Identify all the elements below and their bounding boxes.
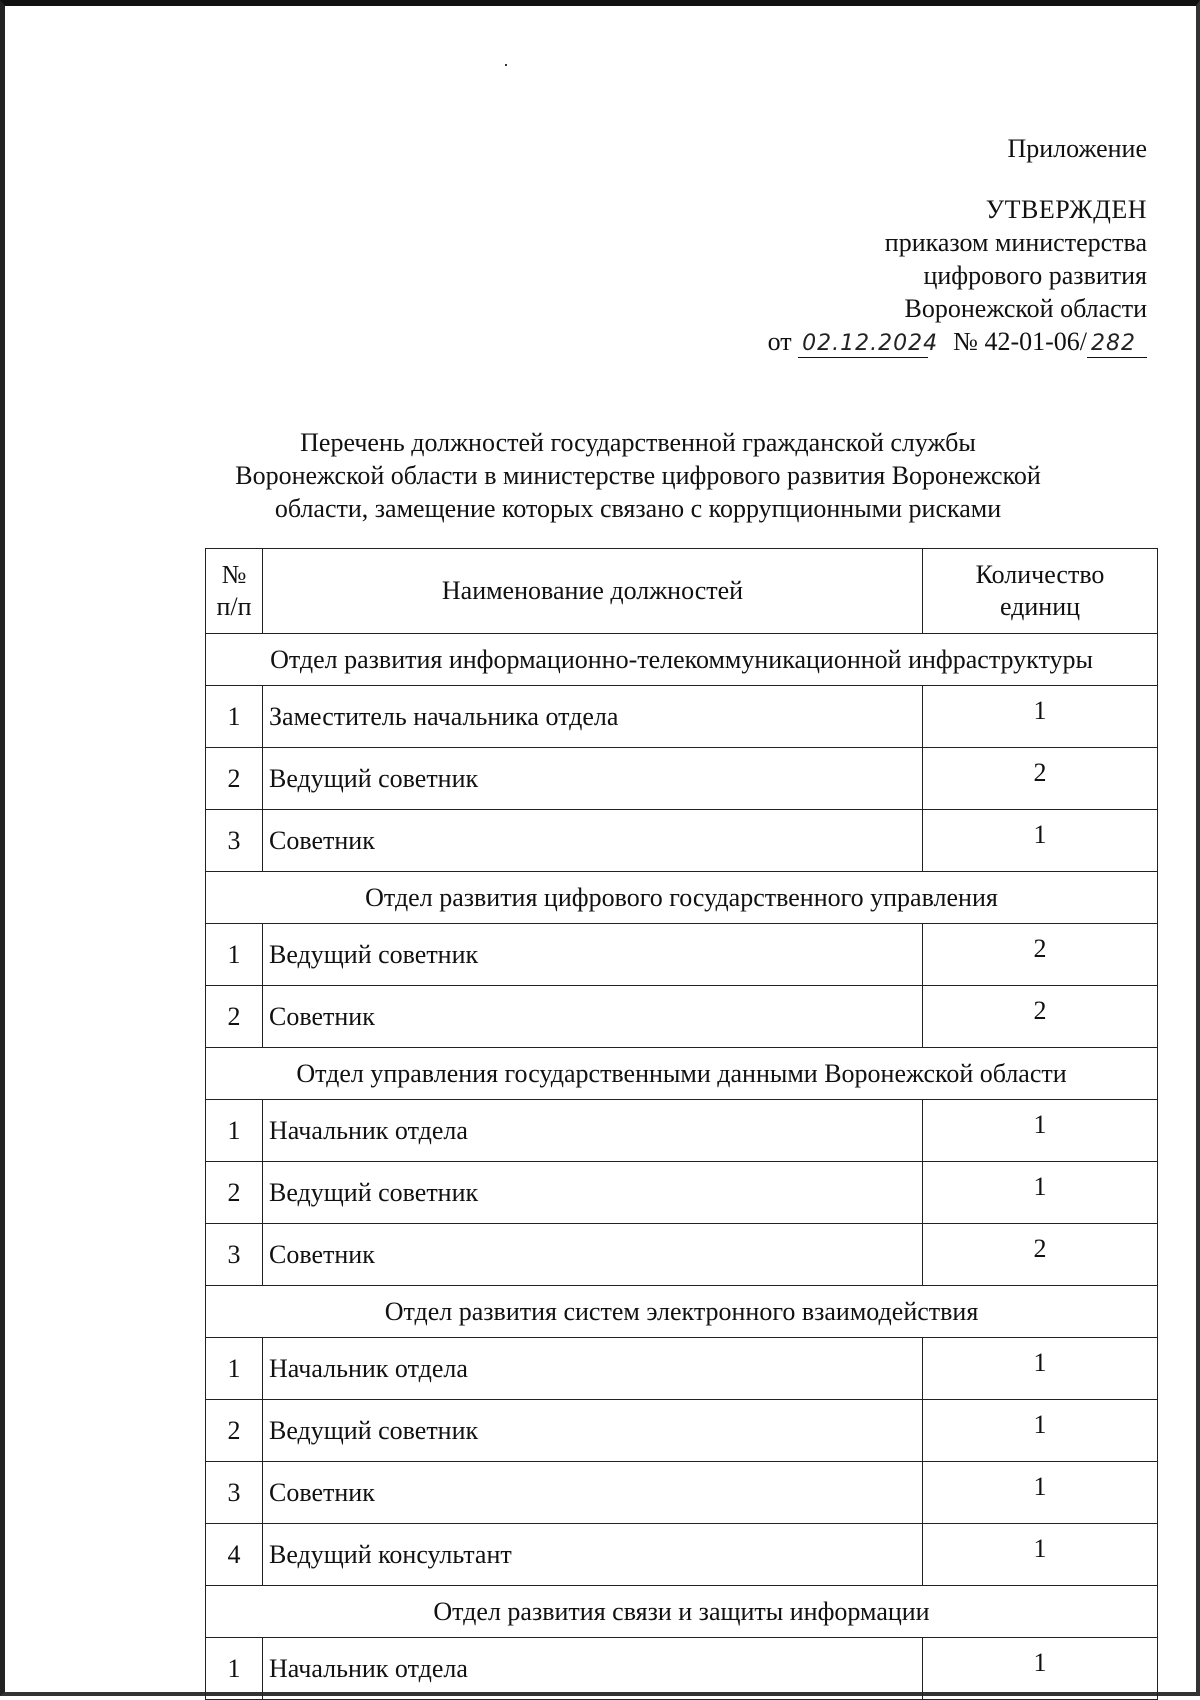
position-name: Заместитель начальника отдела: [263, 686, 923, 748]
position-count: 2: [923, 924, 1158, 986]
row-number: 2: [206, 986, 263, 1048]
position-count: 1: [923, 1338, 1158, 1400]
department-name: Отдел развития цифрового государственного управления: [206, 872, 1158, 924]
table-row: [206, 1400, 1158, 1462]
table-header-row: [206, 549, 1158, 634]
department-row: [206, 872, 1158, 924]
position-count: 1: [923, 1162, 1158, 1224]
position-count: 1: [923, 1638, 1158, 1700]
position-name: Ведущий консультант: [263, 1524, 923, 1586]
table-row: [206, 1100, 1158, 1162]
approved-by-line-1: приказом министерства: [884, 228, 1147, 257]
position-count: 1: [923, 1524, 1158, 1586]
positions-table: [205, 548, 1158, 1700]
position-count: 1: [923, 810, 1158, 872]
department-row: [206, 1286, 1158, 1338]
department-name: Отдел развития информационно-телекоммуникационной инфраструктуры: [206, 634, 1158, 686]
header-name: Наименование должностей: [263, 549, 923, 634]
row-number: 3: [206, 1462, 263, 1524]
header-qty: [923, 549, 1158, 634]
table-row: [206, 748, 1158, 810]
table-row: [206, 1462, 1158, 1524]
order-reference: [768, 325, 1147, 358]
handwritten-date: 02.12.2024: [798, 331, 928, 358]
row-number: 1: [206, 686, 263, 748]
title-line-3: области, замещение которых связано с коррупционными рисками: [274, 494, 1002, 523]
department-row: [206, 1586, 1158, 1638]
table-row: [206, 1524, 1158, 1586]
department-row: [206, 1048, 1158, 1100]
position-name: Советник: [263, 810, 923, 872]
position-name: Начальник отдела: [263, 1638, 923, 1700]
table-row: [206, 810, 1158, 872]
row-number: 2: [206, 1400, 263, 1462]
row-number: 3: [206, 810, 263, 872]
header-qty-line-1: Количество: [975, 560, 1105, 589]
table-row: [206, 1162, 1158, 1224]
position-name: Ведущий советник: [263, 1400, 923, 1462]
document-title: [200, 426, 1076, 525]
date-prefix: от: [767, 327, 792, 356]
row-number: 1: [206, 1100, 263, 1162]
title-line-2: Воронежской области в министерстве цифрового развития Воронежской: [235, 461, 1041, 490]
row-number: 1: [206, 1638, 263, 1700]
handwritten-order-number: 282: [1087, 331, 1147, 358]
department-name: Отдел управления государственными данными Воронежской области: [206, 1048, 1158, 1100]
title-line-1: Перечень должностей государственной гражданской службы: [300, 428, 976, 457]
approval-block: [768, 132, 1147, 358]
position-name: Советник: [263, 986, 923, 1048]
position-count: 1: [923, 1462, 1158, 1524]
position-name: Советник: [263, 1462, 923, 1524]
table-body: [206, 634, 1158, 1700]
position-count: 2: [923, 748, 1158, 810]
position-count: 1: [923, 686, 1158, 748]
table-row: [206, 686, 1158, 748]
position-name: Ведущий советник: [263, 748, 923, 810]
row-number: 3: [206, 1224, 263, 1286]
header-num-line-1: №: [221, 560, 247, 589]
department-row: [206, 634, 1158, 686]
position-name: Начальник отдела: [263, 1338, 923, 1400]
order-number-prefix: № 42-01-06/: [953, 327, 1087, 356]
row-number: 1: [206, 1338, 263, 1400]
department-name: Отдел развития систем электронного взаимодействия: [206, 1286, 1158, 1338]
row-number: 2: [206, 1162, 263, 1224]
department-name: Отдел развития связи и защиты информации: [206, 1586, 1158, 1638]
table-row: [206, 1638, 1158, 1700]
position-count: 1: [923, 1100, 1158, 1162]
header-qty-line-2: единиц: [999, 592, 1081, 621]
table-row: [206, 924, 1158, 986]
appendix-label: Приложение: [1007, 134, 1147, 163]
row-number: 4: [206, 1524, 263, 1586]
table-row: [206, 1224, 1158, 1286]
approved-by-line-3: Воронежской области: [904, 294, 1147, 323]
position-count: 1: [923, 1400, 1158, 1462]
position-name: Советник: [263, 1224, 923, 1286]
header-num-line-2: п/п: [216, 592, 252, 621]
table-row: [206, 986, 1158, 1048]
position-name: Ведущий советник: [263, 924, 923, 986]
position-name: Ведущий советник: [263, 1162, 923, 1224]
position-count: 2: [923, 986, 1158, 1048]
position-count: 2: [923, 1224, 1158, 1286]
approved-by-line-2: цифрового развития: [923, 261, 1147, 290]
scan-speck: [505, 64, 507, 66]
header-num: [206, 549, 263, 634]
row-number: 1: [206, 924, 263, 986]
row-number: 2: [206, 748, 263, 810]
approved-label: УТВЕРЖДЕН: [985, 195, 1147, 224]
table-row: [206, 1338, 1158, 1400]
position-name: Начальник отдела: [263, 1100, 923, 1162]
